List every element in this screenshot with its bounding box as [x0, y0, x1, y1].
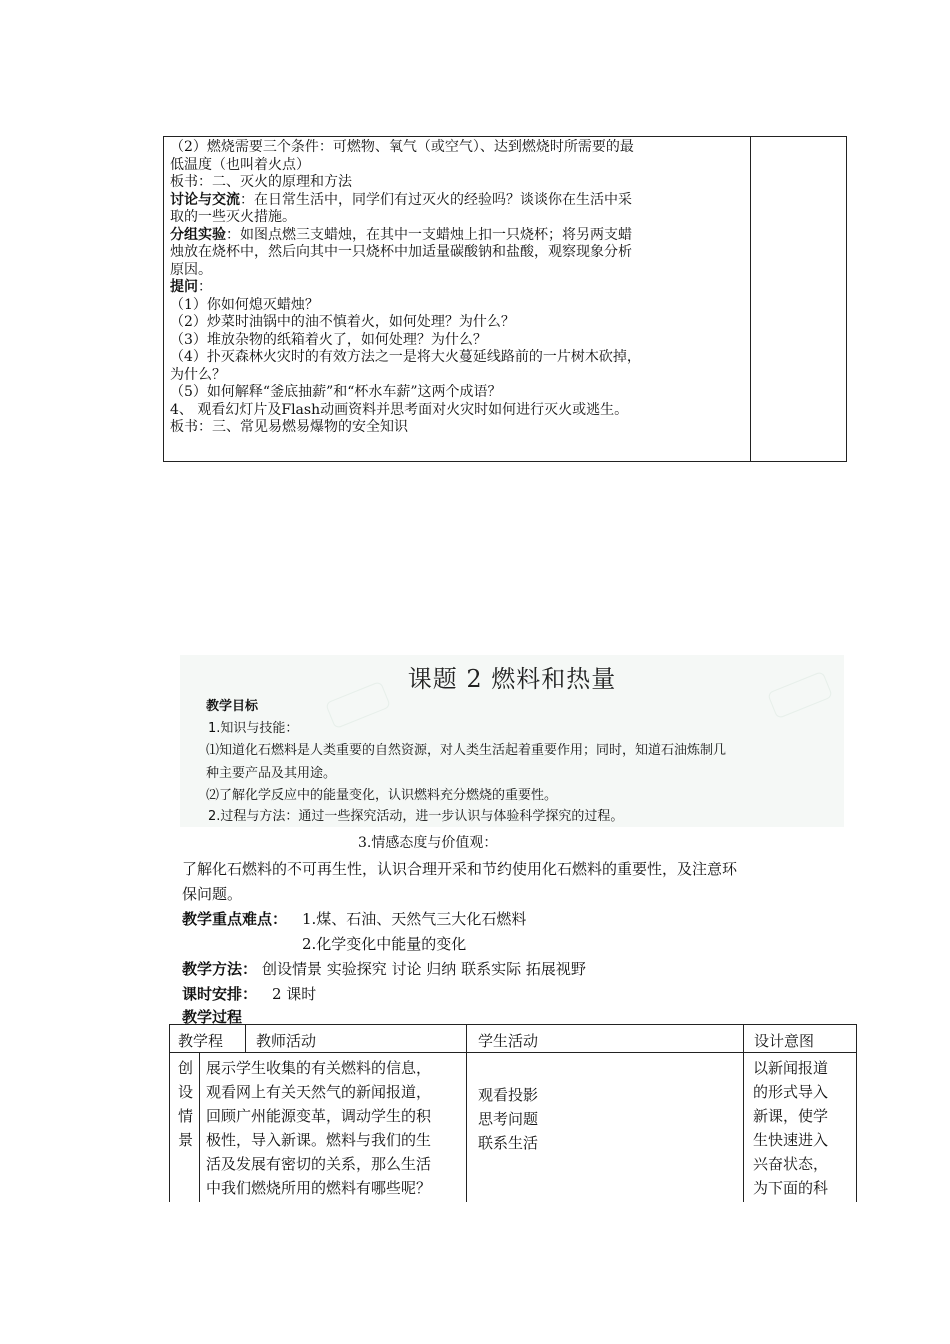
content-line — [170, 192, 746, 210]
objective-item: ⑵了解化学反应中的能量变化，认识燃料充分燃烧的重要性。 — [206, 788, 558, 803]
intent-line: 新课，使学 — [753, 1107, 829, 1125]
objective-item: ⑴知道化石燃料是人类重要的自然资源，对人类生活起着重要作用；同时，知道石油炼制几 — [206, 743, 727, 758]
line-text: （3）堆放杂物的纸箱着火了，如何处理？为什么？ — [170, 331, 487, 348]
key-point: 1.煤、石油、天然气三大化石燃料 — [302, 910, 527, 928]
lesson-title: 课题 2 燃料和热量 — [407, 665, 617, 693]
line-text: 板书：三、常见易燃易爆物的安全知识 — [170, 419, 408, 435]
content-line — [170, 174, 746, 192]
stage-char: 景 — [178, 1131, 194, 1149]
bold-label: 分组实验 — [170, 226, 226, 243]
key-points-label: 教学重点难点： — [182, 910, 288, 928]
emotion-text: 了解化石燃料的不可再生性，认识合理开采和节约使用化石燃料的重要性，及注意环 — [182, 860, 738, 878]
teacher-line: 回顾广州能源变革，调动学生的积 — [206, 1107, 432, 1125]
schedule-value: 2 课时 — [272, 985, 317, 1003]
line-text: 原因。 — [170, 261, 212, 278]
table-rule — [466, 1025, 467, 1202]
objective-item: 1.知识与技能： — [208, 721, 299, 736]
content-line — [170, 314, 746, 332]
header-intent: 设计意图 — [754, 1032, 815, 1050]
table-rule — [245, 1025, 246, 1052]
emotion-title: 3.情感态度与价值观： — [358, 835, 498, 851]
process-heading: 教学过程 — [182, 1008, 243, 1026]
header-teacher: 教师活动 — [256, 1032, 317, 1050]
line-text: ： — [198, 279, 212, 295]
content-line — [170, 139, 746, 157]
content-line — [170, 157, 746, 175]
teacher-line: 极性，导入新课。燃料与我们的生 — [206, 1131, 432, 1149]
method-label: 教学方法： — [182, 960, 258, 978]
teacher-line: 展示学生收集的有关燃料的信息， — [206, 1059, 432, 1077]
student-line: 联系生活 — [478, 1134, 539, 1152]
line-text: 4、 观看幻灯片及Flash动画资料并思考面对火灾时如何进行灭火或逃生。 — [170, 401, 629, 418]
line-text: 为什么？ — [170, 366, 226, 383]
teacher-line: 中我们燃烧所用的燃料有哪些呢？ — [206, 1179, 432, 1197]
content-line — [170, 262, 746, 280]
header-stage: 教学程 — [178, 1032, 224, 1050]
content-line — [170, 297, 746, 315]
objective-item: 2.过程与方法：通过一些探究活动，进一步认识与体验科学探究的过程。 — [208, 809, 624, 824]
content-line — [170, 332, 746, 350]
content-line — [170, 227, 746, 245]
content-line — [170, 402, 746, 420]
bold-label: 讨论与交流 — [170, 191, 240, 208]
schedule-label: 课时安排： — [182, 985, 258, 1003]
content-line — [170, 244, 746, 262]
lesson-content — [170, 139, 746, 437]
content-line — [170, 384, 746, 402]
line-text: 取的一些灭火措施。 — [170, 209, 296, 225]
intent-line: 的形式导入 — [753, 1083, 829, 1101]
line-text: （2）燃烧需要三个条件：可燃物、氧气（或空气）、达到燃烧时所需要的最 — [170, 139, 634, 155]
intent-line: 为下面的科 — [753, 1179, 829, 1197]
content-line — [170, 349, 746, 367]
column-divider — [750, 137, 751, 461]
line-text: （1）你如何熄灭蜡烛？ — [170, 296, 319, 313]
key-point: 2.化学变化中能量的变化 — [302, 935, 467, 953]
content-line — [170, 419, 746, 437]
table-rule — [743, 1025, 744, 1202]
stage-char: 设 — [178, 1083, 194, 1101]
emotion-text: 保问题。 — [182, 885, 243, 903]
content-line — [170, 367, 746, 385]
table-rule — [199, 1052, 200, 1202]
method-value: 创设情景 实验探究 讨论 归纳 联系实际 拓展视野 — [262, 960, 586, 978]
content-line — [170, 279, 746, 297]
intent-line: 兴奋状态， — [753, 1155, 829, 1173]
content-line — [170, 209, 746, 227]
line-text: 低温度（也叫着火点） — [170, 156, 310, 173]
line-text: （4）扑灭森林火灾时的有效方法之一是将大火蔓延线路前的一片树木砍掉， — [170, 349, 641, 365]
teaching-objectives-image — [180, 655, 844, 827]
line-text: 烛放在烧杯中，然后向其中一只烧杯中加适量碳酸钠和盐酸，观察现象分析 — [170, 244, 632, 260]
student-line: 思考问题 — [478, 1110, 539, 1128]
objective-item: 种主要产品及其用途。 — [206, 766, 337, 781]
header-student: 学生活动 — [478, 1032, 539, 1050]
student-line: 观看投影 — [478, 1086, 539, 1104]
line-text: ：在日常生活中，同学们有过灭火的经验吗？谈谈你在生活中采 — [240, 191, 632, 208]
line-text: ：如图点燃三支蜡烛，在其中一支蜡烛上扣一只烧杯；将另两支蜡 — [226, 226, 632, 243]
line-text: （5）如何解释“釜底抽薪”和“杯水车薪”这两个成语？ — [170, 384, 502, 400]
lesson-table-top — [163, 136, 847, 462]
teacher-line: 观看网上有关天然气的新闻报道， — [206, 1083, 432, 1101]
intent-line: 以新闻报道 — [753, 1059, 829, 1077]
objectives-heading: 教学目标 — [206, 699, 259, 714]
teacher-line: 活及发展有密切的关系，那么生活 — [206, 1155, 432, 1173]
stage-char: 情 — [178, 1107, 194, 1125]
bold-label: 提问 — [170, 279, 198, 295]
line-text: 板书：二、灭火的原理和方法 — [170, 174, 352, 190]
process-table — [169, 1024, 857, 1202]
intent-line: 生快速进入 — [753, 1131, 829, 1149]
stage-char: 创 — [178, 1059, 194, 1077]
line-text: （2）炒菜时油锅中的油不慎着火，如何处理？为什么？ — [170, 314, 515, 330]
